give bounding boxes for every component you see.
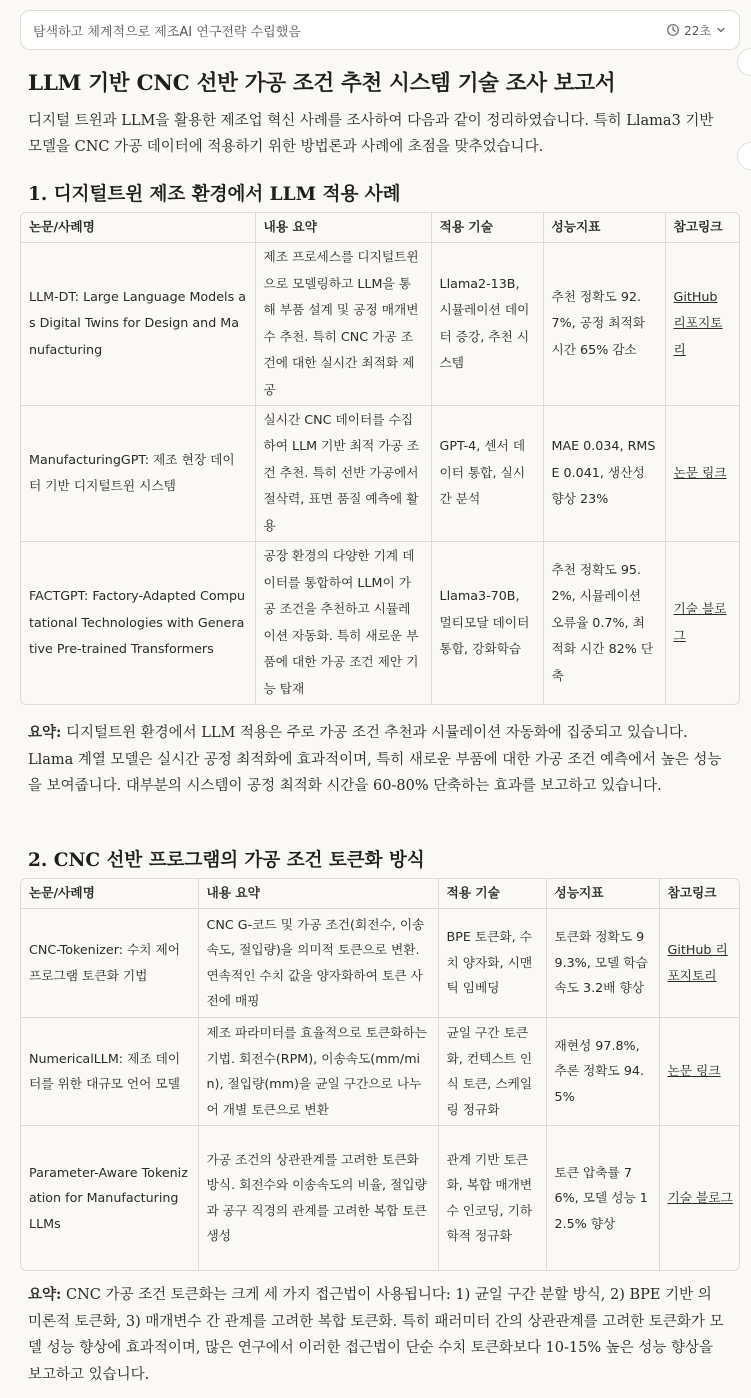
summary-text: 디지털트윈 환경에서 LLM 적용은 주로 가공 조건 추천과 시뮬레이션 자동화에 집중되고 있습니다. Llama 계열 모델은 실시간 공정 최적화에 효과적이며, 특히 새로운 부품에 대한 가공 조건 예측에서 높은 성능을 보여줍니다. 대부분의 시스템이 공정 최적화 시간을 60-80% 단축하는 효과를 보고하고 있습니다. [28,725,722,794]
col-header-tech: 적용 기술 [431,213,543,242]
cell-link [665,541,740,704]
col-header-link: 참고링크 [659,879,740,908]
cell-summary: 제조 프로세스를 디지털트윈으로 모델링하고 LLM을 통해 부품 설계 및 공정 매개변수 추천. 특히 CNC 가공 조건에 대한 실시간 최적화 제공 [255,242,431,405]
cell-tech: 관계 기반 토큰화, 복합 매개변수 인코딩, 기하학적 정규화 [438,1125,546,1270]
reference-link[interactable]: 논문 링크 [673,464,727,480]
timer-icon [666,23,680,37]
summary-text: CNC 가공 조건 토큰화는 크게 세 가지 접근법이 사용됩니다: 1) 균일 구간 분할 방식, 2) BPE 기반 의미론적 토큰화, 3) 매개변수 간 관계를 고려한 복합 토큰화. 특히 패러미터 간의 상관관계를 고려한 토큰화가 모델 성능 향상에 효과적이며, 많은 연구에서 이러한 접근법이 단순 수치 토큰화보다 10-15% 높은 성능 향상을 보고하고 있습니다. [28,1287,724,1383]
section2-heading: 2. CNC 선반 프로그램의 가공 조건 토큰화 방식 [28,850,425,871]
cell-summary: 가공 조건의 상관관계를 고려한 토큰화 방식. 회전수와 이송속도의 비율, 절입량과 공구 직경의 관계를 고려한 복합 토큰 생성 [198,1125,438,1270]
col-header-metrics: 성능지표 [543,213,665,242]
cell-metrics: 토큰 압축률 76%, 모델 성능 12.5% 향상 [546,1125,659,1270]
cell-summary: CNC G-코드 및 가공 조건(회전수, 이송속도, 절입량)을 의미적 토큰으로 변환. 연속적인 수치 값을 양자화하여 토큰 사전에 매핑 [198,908,438,1017]
cell-name: NumericalLLM: 제조 데이터를 위한 대규모 언어 모델 [21,1017,198,1125]
cell-link [665,405,740,541]
cell-name: LLM-DT: Large Language Models as Digital Twins for Design and Manufacturing [21,242,255,405]
thinking-status-bar[interactable] [20,10,740,50]
cell-link [659,908,740,1017]
cell-metrics: 추천 정확도 92.7%, 공정 최적화 시간 65% 감소 [543,242,665,405]
cell-metrics: MAE 0.034, RMSE 0.041, 생산성 향상 23% [543,405,665,541]
table-row [21,405,740,541]
col-header-name: 논문/사례명 [21,879,198,908]
section1-heading: 1. 디지털트윈 제조 환경에서 LLM 적용 사례 [28,184,401,205]
cell-summary: 실시간 CNC 데이터를 수집하여 LLM 기반 최적 가공 조건 추천. 특히 선반 가공에서 절삭력, 표면 품질 예측에 활용 [255,405,431,541]
thinking-duration[interactable] [666,22,727,39]
summary-label: 요약: [28,724,62,741]
table-header-row [21,213,740,242]
col-header-tech: 적용 기술 [438,879,546,908]
col-header-metrics: 성능지표 [546,879,659,908]
reference-link[interactable]: GitHub 리포지토리 [673,288,723,357]
reference-link[interactable]: 기술 블로그 [673,601,727,643]
cell-tech: BPE 토큰화, 수치 양자화, 시맨틱 임베딩 [438,908,546,1017]
report-title: LLM 기반 CNC 선반 가공 조건 추천 시스템 기술 조사 보고서 [28,71,616,96]
cell-link [659,1017,740,1125]
cell-summary: 공장 환경의 다양한 기계 데이터를 통합하여 LLM이 가공 조건을 추천하고 시뮬레이션 자동화. 특히 새로운 부품에 대한 가공 조건 제안 기능 탑재 [255,541,431,704]
table-row [21,242,740,405]
col-header-summary: 내용 요약 [255,213,431,242]
table-row [21,1125,740,1270]
cell-name: CNC-Tokenizer: 수치 제어 프로그램 토큰화 기법 [21,908,198,1017]
cell-name: Parameter-Aware Tokenization for Manufacturing LLMs [21,1125,198,1270]
reference-link[interactable]: 기술 블로그 [667,1190,733,1205]
col-header-name: 논문/사례명 [21,213,255,242]
cell-summary: 제조 파라미터를 효율적으로 토큰화하는 기법. 회전수(RPM), 이송속도(mm/min), 절입량(mm)을 균일 구간으로 나누어 개별 토큰으로 변환 [198,1017,438,1125]
chevron-down-icon[interactable] [715,24,727,36]
col-header-summary: 내용 요약 [198,879,438,908]
col-header-link: 참고링크 [665,213,740,242]
section2-summary [28,1282,724,1388]
section1-summary [28,720,724,800]
cell-metrics: 추천 정확도 95.2%, 시뮬레이션 오류율 0.7%, 최적화 시간 82% 단축 [543,541,665,704]
report-intro: 디지털 트윈과 LLM을 활용한 제조업 혁신 사례를 조사하여 다음과 같이 정리하였습니다. 특히 Llama3 기반 모델을 CNC 가공 데이터에 적용하기 위한 방법론과 사례에 초점을 맞추었습니다. [28,113,714,155]
side-action-button-2[interactable] [737,142,751,170]
cell-tech: Llama2-13B, 시뮬레이션 데이터 증강, 추천 시스템 [431,242,543,405]
cell-metrics: 토큰화 정확도 99.3%, 모델 학습 속도 3.2배 향상 [546,908,659,1017]
cell-metrics: 재현성 97.8%, 추론 정확도 94.5% [546,1017,659,1125]
table-row [21,1017,740,1125]
cell-link [659,1125,740,1270]
summary-label: 요약: [28,1286,62,1303]
reference-link[interactable]: GitHub 리포지토리 [667,942,728,983]
table-header-row [21,879,740,908]
reference-link[interactable]: 논문 링크 [667,1063,721,1079]
table-row [21,908,740,1017]
table-row [21,541,740,704]
thinking-time: 22초 [684,23,711,38]
cell-tech: Llama3-70B, 멀티모달 데이터 통합, 강화학습 [431,541,543,704]
section1-table [20,212,740,705]
cell-tech: GPT-4, 센서 데이터 통합, 실시간 분석 [431,405,543,541]
cell-name: FACTGPT: Factory-Adapted Computational Technologies with Generative Pre-trained Transformers [21,541,255,704]
side-action-button-1[interactable] [737,48,751,76]
cell-link [665,242,740,405]
thinking-status-text: 탐색하고 체계적으로 제조AI 연구전략 수립했음 [33,24,301,40]
cell-tech: 균일 구간 토큰화, 컨텍스트 인식 토큰, 스케일링 정규화 [438,1017,546,1125]
section2-table [20,878,740,1271]
cell-name: ManufacturingGPT: 제조 현장 데이터 기반 디지털트윈 시스템 [21,405,255,541]
